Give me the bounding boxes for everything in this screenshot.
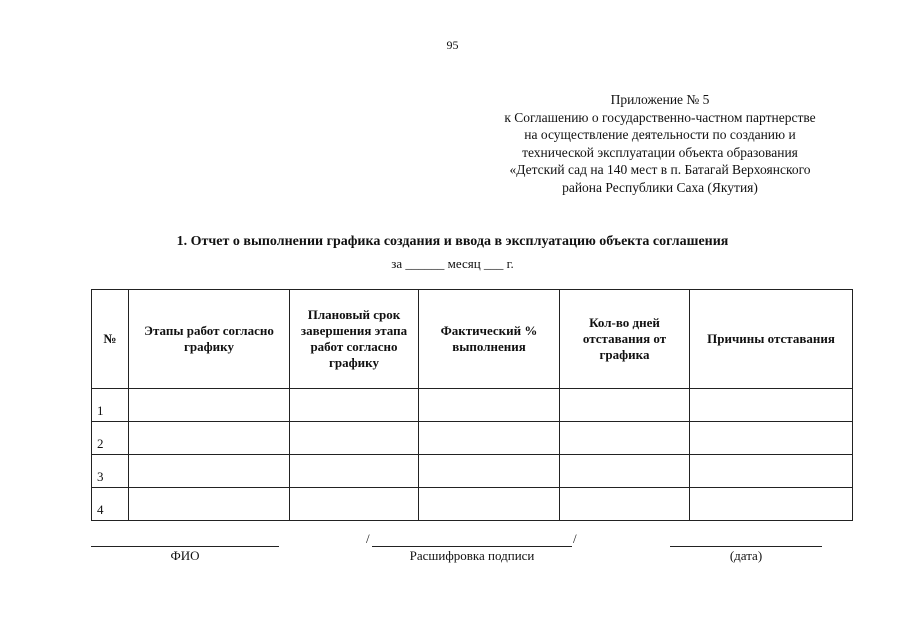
- table-cell[interactable]: [560, 488, 690, 521]
- appendix-header: [470, 91, 850, 197]
- header-planned-deadline: Плановый срок завершения этапа работ согласно графику: [290, 290, 419, 389]
- table-cell[interactable]: [129, 455, 290, 488]
- table-cell[interactable]: [129, 488, 290, 521]
- header-actual-percent: Фактический % выполнения: [419, 290, 560, 389]
- table-cell[interactable]: [690, 488, 853, 521]
- table-cell[interactable]: [690, 422, 853, 455]
- row-number: 2: [92, 422, 129, 455]
- date-label: (дата): [729, 548, 763, 563]
- slash-left: /: [366, 531, 370, 546]
- table-cell[interactable]: [560, 455, 690, 488]
- table-row: [92, 422, 853, 455]
- header-delay-reasons: Причины отставания: [690, 290, 853, 389]
- table-cell[interactable]: [690, 455, 853, 488]
- appendix-line: Приложение № 5: [610, 92, 710, 107]
- table-cell[interactable]: [129, 389, 290, 422]
- header-stages: Этапы работ согласно графику: [129, 290, 290, 389]
- appendix-line: к Соглашению о государственно-частном партнерстве: [504, 109, 816, 125]
- row-number: 3: [92, 455, 129, 488]
- table-cell[interactable]: [290, 389, 419, 422]
- table-cell[interactable]: [290, 488, 419, 521]
- table-cell[interactable]: [560, 422, 690, 455]
- date-signature-line[interactable]: [670, 546, 822, 547]
- row-number: 4: [92, 488, 129, 521]
- table-header-row: [92, 290, 853, 389]
- table-row: [92, 455, 853, 488]
- report-period: за ______ месяц ___ г.: [391, 256, 514, 271]
- table-cell[interactable]: [290, 455, 419, 488]
- appendix-line: «Детский сад на 140 мест в п. Батагай Верхоянского: [509, 162, 811, 178]
- appendix-line: района Республики Саха (Якутия): [562, 179, 758, 195]
- table-cell[interactable]: [419, 488, 560, 521]
- table-cell[interactable]: [129, 422, 290, 455]
- table-cell[interactable]: [419, 422, 560, 455]
- table-row: [92, 488, 853, 521]
- row-number: 1: [92, 389, 129, 422]
- table-cell[interactable]: [419, 455, 560, 488]
- appendix-line: на осуществление деятельности по созданию и: [524, 127, 796, 143]
- fio-label: ФИО: [170, 548, 200, 563]
- table-row: [92, 389, 853, 422]
- schedule-table: [91, 289, 853, 521]
- signature-decode-label: Расшифровка подписи: [409, 548, 535, 563]
- report-title: 1. Отчет о выполнении графика создания и ввода в эксплуатацию объекта соглашения: [176, 234, 729, 249]
- appendix-line: технической эксплуатации объекта образования: [522, 144, 798, 160]
- page-number: 95: [446, 38, 459, 52]
- signature-decode-line[interactable]: [372, 546, 572, 547]
- table-cell[interactable]: [290, 422, 419, 455]
- table-cell[interactable]: [690, 389, 853, 422]
- header-number: №: [92, 290, 129, 389]
- fio-signature-line[interactable]: [91, 546, 279, 547]
- table-cell[interactable]: [419, 389, 560, 422]
- table-cell[interactable]: [560, 389, 690, 422]
- slash-right: /: [573, 531, 577, 546]
- header-days-behind: Кол-во дней отставания от графика: [560, 290, 690, 389]
